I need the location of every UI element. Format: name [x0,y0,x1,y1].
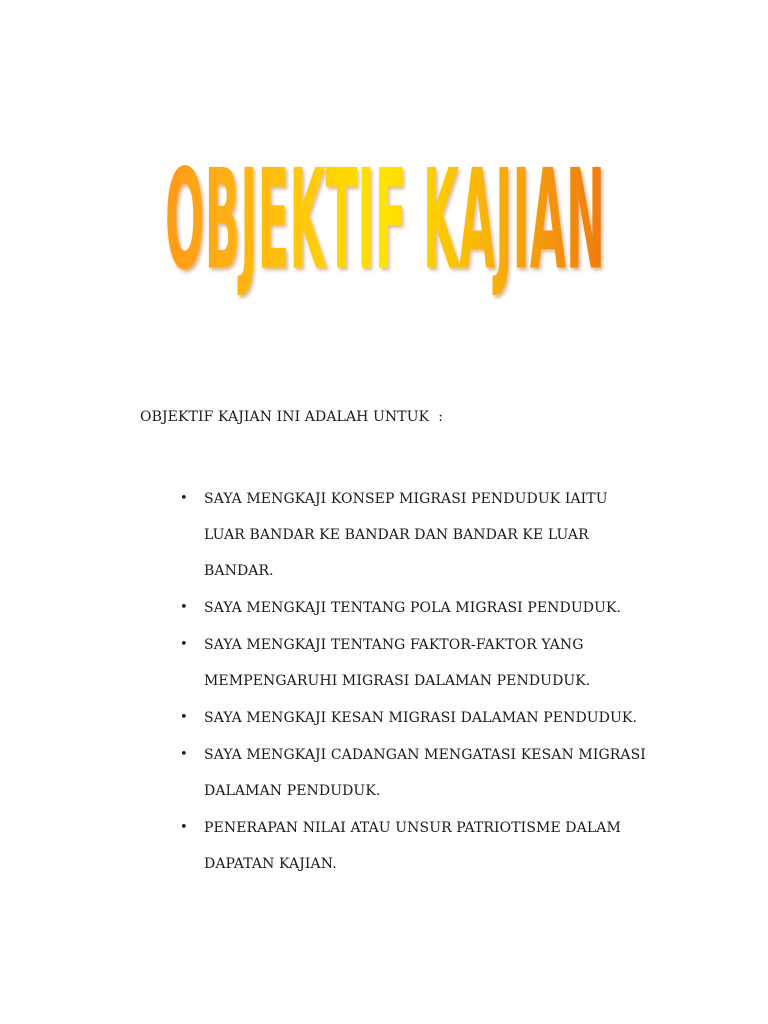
list-item [180,737,650,809]
objective-text: SAYA MENGKAJI KESAN MIGRASI DALAMAN PENDUDUK. [204,710,638,726]
bullet-icon: • [180,820,188,835]
objective-text: SAYA MENGKAJI CADANGAN MENGATASI KESAN MIGRASI DALAMAN PENDUDUK. [204,747,646,799]
bullet-icon: • [180,637,188,652]
bullet-icon: • [180,600,188,615]
list-item [180,810,650,882]
objective-text: SAYA MENGKAJI TENTANG FAKTOR-FAKTOR YANG MEMPENGARUHI MIGRASI DALAMAN PENDUDUK. [204,637,591,689]
list-item [180,627,650,699]
objective-text: SAYA MENGKAJI KONSEP MIGRASI PENDUDUK IAITU LUAR BANDAR KE BANDAR DAN BANDAR KE LUAR BANDAR. [204,491,608,579]
list-item [180,590,650,626]
bullet-icon: • [180,710,188,725]
bullet-icon: • [180,747,188,762]
wordart-title-text: OBJEKTIF KAJIAN [164,140,605,301]
bullet-icon: • [180,491,188,506]
list-item [180,481,650,589]
objective-text: PENERAPAN NILAI ATAU UNSUR PATRIOTISME DALAM DAPATAN KAJIAN. [204,820,621,872]
objectives-list [180,481,650,883]
objective-text: SAYA MENGKAJI TENTANG POLA MIGRASI PENDUDUK. [204,600,622,616]
wordart-title-graphic [150,118,620,303]
list-item [180,700,650,736]
intro-line: OBJEKTIF KAJIAN INI ADALAH UNTUK : [140,409,444,425]
wordart-title [150,118,620,303]
